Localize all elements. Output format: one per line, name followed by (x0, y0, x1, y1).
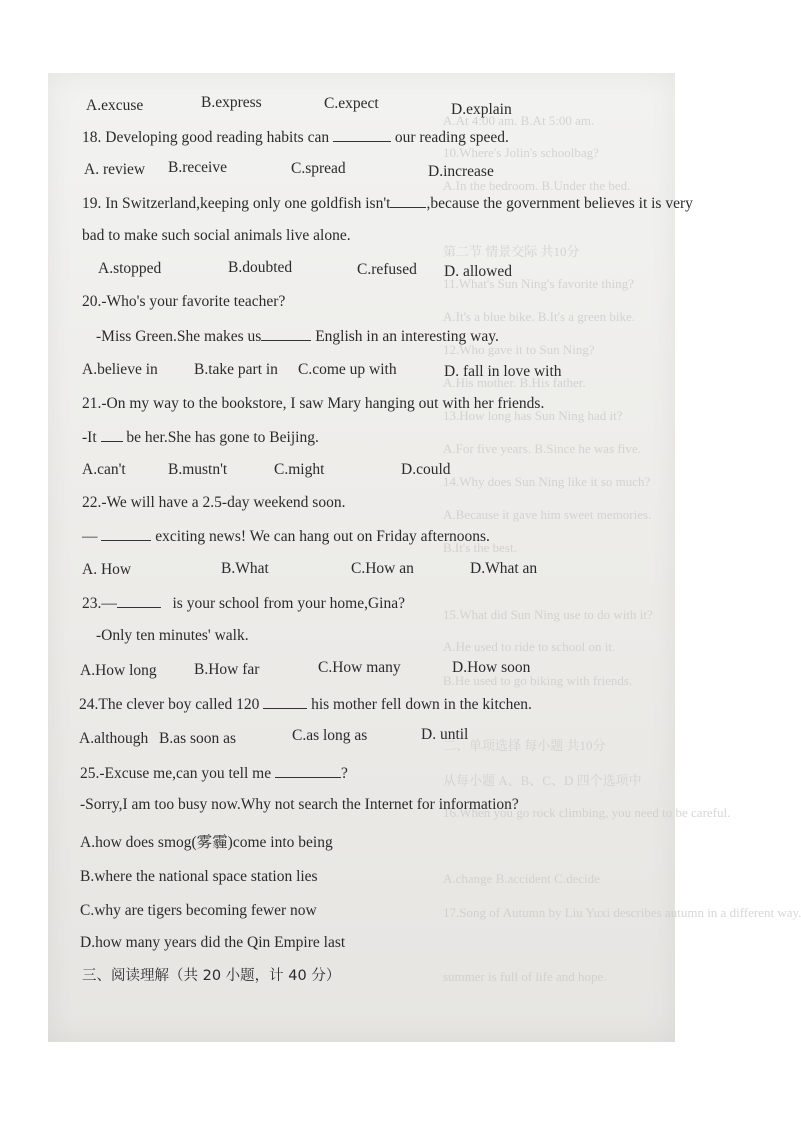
option-b: B.doubted (228, 259, 293, 276)
option-c: C.How many (318, 659, 401, 676)
option-a: A.believe in (82, 361, 158, 378)
question-18: 18. Developing good reading habits can our reading speed. (82, 129, 509, 146)
option-a: A.can't (82, 461, 126, 478)
question-24: 24.The clever boy called 120 his mother fell down in the kitchen. (79, 696, 532, 713)
ghost-line: B.He used to go biking with friends. (443, 673, 633, 688)
ghost-line: 16.When you go rock climbing, you need to be careful. (443, 805, 731, 820)
ghost-line: B.It's the best. (443, 540, 517, 555)
ghost-line: A.change B.accident C.decide (443, 871, 601, 886)
ghost-line: 二、单项选择 每小题 共10分 (443, 738, 606, 753)
question-23: 23.— is your school from your home,Gina? (82, 595, 405, 612)
answer-blank (117, 593, 161, 608)
option-a: A.stopped (98, 260, 162, 277)
ghost-line: A.He used to ride to school on it. (443, 639, 616, 654)
ghost-line: A.At 4:00 am. B.At 5:00 am. (443, 113, 595, 128)
question-22: 22.-We will have a 2.5-day weekend soon. (82, 494, 346, 511)
question-20-answer: -Miss Green.She makes us English in an interesting way. (96, 328, 499, 345)
ghost-line: A.In the bedroom. B.Under the bed. (443, 178, 631, 193)
question-21: 21.-On my way to the bookstore, I saw Mary hanging out with her friends. (82, 395, 545, 412)
exam-paper (48, 73, 801, 1042)
answer-blank (101, 427, 123, 442)
ghost-line: A.For five years. B.Since he was five. (443, 441, 641, 456)
option-b: B.take part in (194, 361, 278, 378)
option-c: C.refused (357, 261, 417, 278)
ghost-line: 17.Song of Autumn by Liu Yuxi describes autumn in a different way. (443, 905, 801, 920)
option-b: B.as soon as (159, 730, 237, 747)
option-d: D.could (401, 461, 451, 478)
answer-blank (261, 326, 311, 341)
answer-blank (275, 763, 341, 778)
question-20: 20.-Who's your favorite teacher? (82, 293, 286, 310)
question-21-answer: -It be her.She has gone to Beijing. (82, 429, 319, 446)
option-b: B.How far (194, 661, 260, 678)
ghost-line: 11.What's Sun Ning's favorite thing? (443, 276, 634, 291)
option-c: C.why are tigers becoming fewer now (80, 902, 317, 919)
option-c: C.come up with (298, 361, 397, 378)
option-b: B.express (201, 94, 262, 111)
option-d: D.increase (428, 163, 494, 180)
option-c: C.expect (324, 95, 379, 112)
ghost-line: A.It's a blue bike. B.It's a green bike. (443, 309, 636, 324)
ghost-line: 从每小题 A、B、C、D 四个选项中 (443, 773, 642, 788)
option-b: B.receive (168, 159, 227, 176)
option-b: B.where the national space station lies (80, 868, 318, 885)
ghost-line: 第二节 情景交际 共10分 (443, 244, 580, 259)
option-b: B.What (221, 560, 269, 577)
option-d: D.explain (451, 101, 512, 118)
question-25: 25.-Excuse me,can you tell me ? (80, 765, 348, 782)
option-c: C.How an (351, 560, 414, 577)
answer-blank (101, 526, 151, 541)
ghost-line: A.His mother. B.His father. (443, 375, 586, 390)
option-c: C.as long as (292, 727, 368, 744)
ghost-line: A.Because it gave him sweet memories. (443, 507, 652, 522)
option-b: B.mustn't (168, 461, 228, 478)
option-c: C.spread (291, 160, 346, 177)
ghost-line: 13.How long has Sun Ning had it? (443, 408, 623, 423)
option-a: A. review (84, 161, 146, 178)
question-25-answer: -Sorry,I am too busy now.Why not search the Internet for information? (80, 796, 519, 813)
question-22-answer: — exciting news! We can hang out on Friday afternoons. (82, 528, 490, 545)
option-d: D. fall in love with (444, 363, 562, 380)
answer-blank (263, 694, 307, 709)
section-heading: 三、阅读理解（共 20 小题，计 40 分） (82, 968, 341, 984)
answer-blank (390, 193, 426, 208)
question-23-answer: -Only ten minutes' walk. (96, 627, 249, 644)
option-d: D.What an (470, 560, 538, 577)
option-a: A.although (79, 730, 149, 747)
option-a: A.excuse (86, 97, 144, 114)
question-19-cont: bad to make such social animals live alone. (82, 227, 351, 244)
ghost-line: summer is full of life and hope. (443, 969, 607, 984)
option-a: A.How long (80, 662, 157, 679)
option-a: A. How (82, 561, 132, 578)
option-a: A.how does smog(雾霾)come into being (80, 834, 333, 851)
option-c: C.might (274, 461, 325, 478)
option-d: D. allowed (444, 263, 513, 280)
ghost-line: 14.Why does Sun Ning like it so much? (443, 474, 651, 489)
ghost-line: 12.Who gave it to Sun Ning? (443, 342, 595, 357)
option-d: D.How soon (452, 659, 531, 676)
ghost-line: 10.Where's Jolin's schoolbag? (443, 145, 599, 160)
ghost-line: 15.What did Sun Ning use to do with it? (443, 607, 653, 622)
answer-blank (333, 127, 391, 142)
question-19: 19. In Switzerland,keeping only one goldfish isn't ,because the government believes it is very (82, 195, 693, 212)
option-d: D.how many years did the Qin Empire last (80, 934, 346, 951)
option-d: D. until (421, 726, 469, 743)
